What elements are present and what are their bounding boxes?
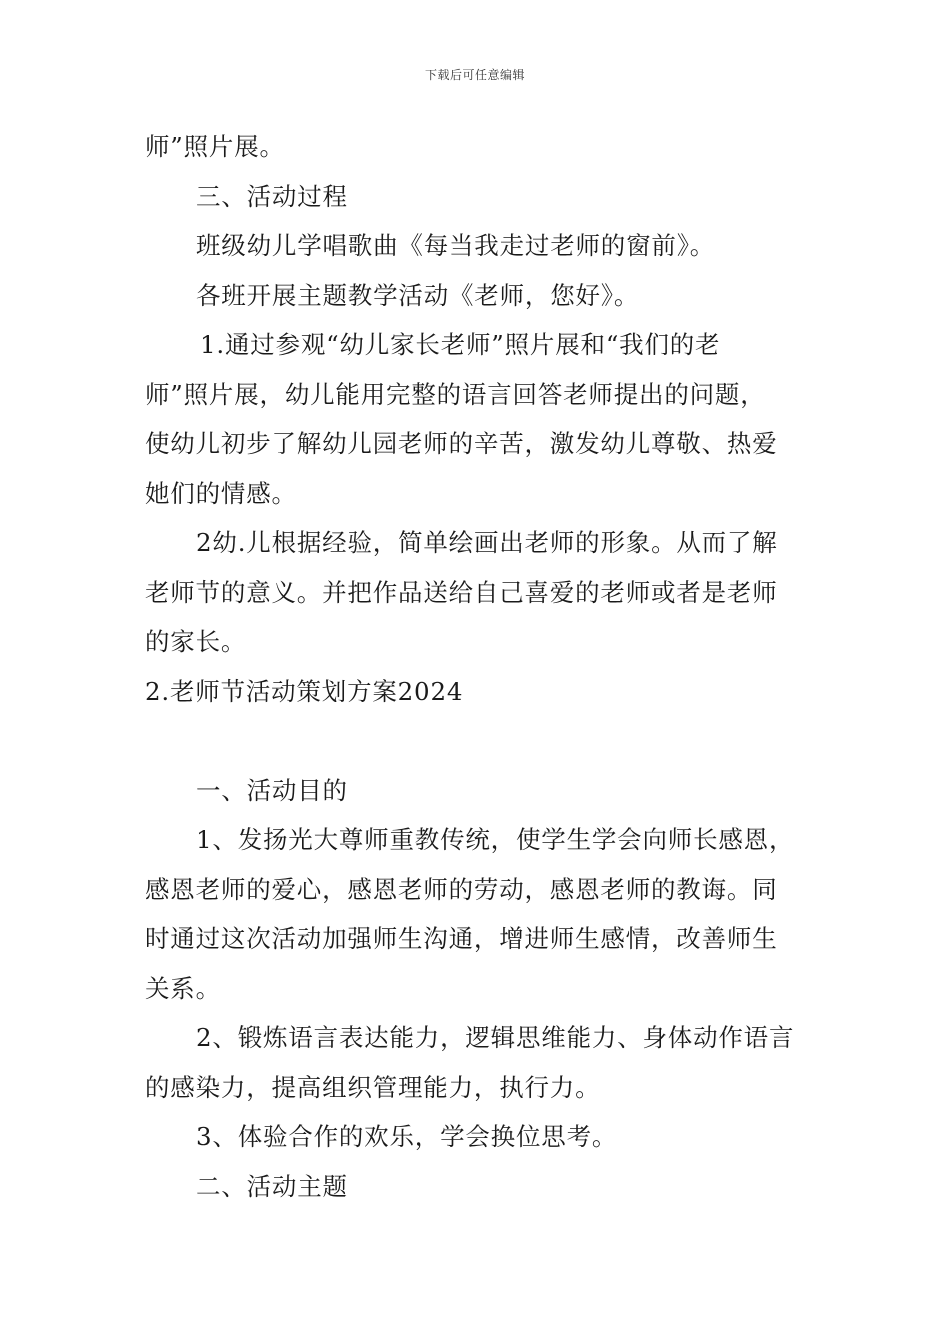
paragraph-line: 1.通过参观“幼儿家长老师”照片展和“我们的老 bbox=[200, 330, 721, 359]
paragraph-line: 师”照片展，幼儿能用完整的语言回答老师提出的问题， bbox=[145, 379, 766, 409]
paragraph-line: 2、锻炼语言表达能力，逻辑思维能力、身体动作语言 bbox=[196, 1023, 795, 1052]
paragraph-line: 班级幼儿学唱歌曲《每当我走过老师的窗前》。 bbox=[196, 231, 716, 260]
paragraph-line: 2幼.儿根据经验，简单绘画出老师的形象。从而了解 bbox=[196, 528, 778, 557]
paragraph-line: 各班开展主题教学活动《老师，您好》。 bbox=[196, 280, 640, 310]
document-title: 2.老师节活动策划方案2024 bbox=[145, 676, 464, 706]
paragraph-line: 时通过这次活动加强师生沟通，增进师生感情，改善师生 bbox=[145, 924, 778, 953]
section-heading: 三、活动过程 bbox=[196, 181, 348, 211]
paragraph-line: 她们的情感。 bbox=[145, 478, 297, 508]
paragraph-line: 使幼儿初步了解幼儿园老师的辛苦，激发幼儿尊敬、热爱 bbox=[145, 429, 778, 458]
paragraph-line: 的家长。 bbox=[145, 627, 247, 656]
page-header: 下载后可任意编辑 bbox=[424, 68, 525, 82]
paragraph-line: 师”照片展。 bbox=[145, 132, 285, 161]
document-body bbox=[145, 122, 809, 1211]
paragraph-line: 感恩老师的爱心，感恩老师的劳动，感恩老师的教诲。同 bbox=[145, 874, 778, 904]
section-heading: 一、活动目的 bbox=[196, 775, 348, 805]
paragraph-line: 老师节的意义。并把作品送给自己喜爱的老师或者是老师 bbox=[145, 577, 778, 607]
paragraph-line: 关系。 bbox=[145, 973, 221, 1003]
section-heading: 二、活动主题 bbox=[196, 1171, 348, 1201]
paragraph-line: 1、发扬光大尊师重教传统，使学生学会向师长感恩， bbox=[196, 825, 795, 854]
paragraph-line: 的感染力，提高组织管理能力，执行力。 bbox=[145, 1072, 601, 1102]
paragraph-line: 3、体验合作的欢乐，学会换位思考。 bbox=[196, 1122, 618, 1151]
blank-line bbox=[145, 716, 809, 766]
